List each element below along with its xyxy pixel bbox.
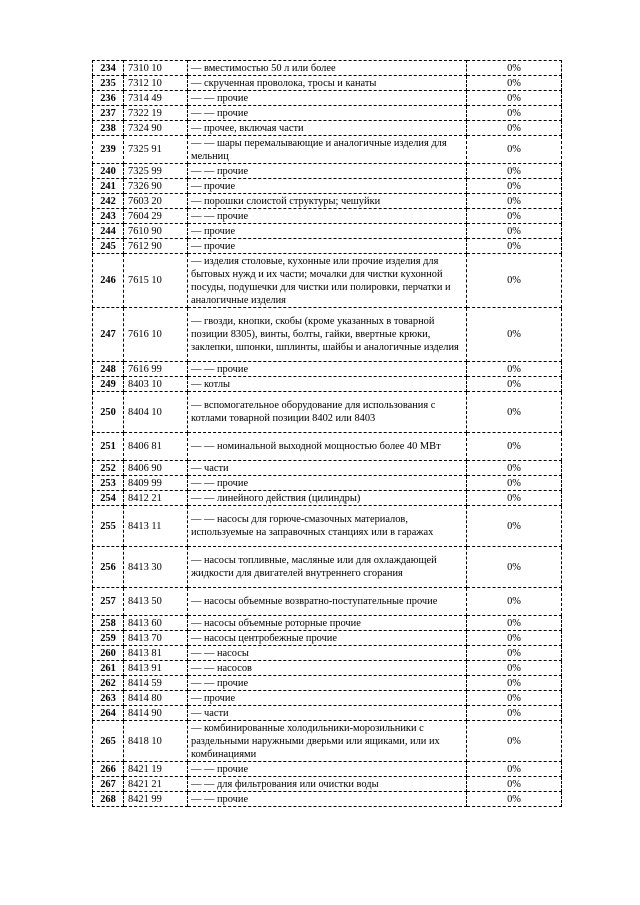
duty-rate: 0% [467,616,562,631]
table-row [93,308,562,362]
commodity-description: — — прочие [188,106,467,121]
commodity-description: — вспомогательное оборудование для использования с котлами товарной позиции 8402 или 8403 [188,392,467,433]
duty-rate: 0% [467,377,562,392]
row-number: 257 [93,588,124,616]
commodity-description: — прочие [188,239,467,254]
tariff-table [92,60,562,807]
commodity-code: 8414 90 [124,706,188,721]
commodity-description: — прочие [188,691,467,706]
commodity-description: — насосы объемные роторные прочие [188,616,467,631]
commodity-description: — части [188,706,467,721]
commodity-code: 7615 10 [124,254,188,308]
row-number: 245 [93,239,124,254]
table-row [93,721,562,762]
table-row [93,76,562,91]
table-row [93,646,562,661]
row-number: 260 [93,646,124,661]
row-number: 261 [93,661,124,676]
commodity-description: — — прочие [188,762,467,777]
row-number: 236 [93,91,124,106]
duty-rate: 0% [467,547,562,588]
commodity-description: — вместимостью 50 л или более [188,61,467,76]
row-number: 240 [93,164,124,179]
commodity-code: 8413 50 [124,588,188,616]
duty-rate: 0% [467,777,562,792]
table-row [93,461,562,476]
commodity-description: — — прочие [188,792,467,807]
commodity-code: 8413 30 [124,547,188,588]
commodity-code: 8413 91 [124,661,188,676]
table-row [93,121,562,136]
duty-rate: 0% [467,194,562,209]
table-row [93,616,562,631]
row-number: 248 [93,362,124,377]
commodity-code: 8409 99 [124,476,188,491]
table-row [93,433,562,461]
table-row [93,691,562,706]
commodity-code: 7314 49 [124,91,188,106]
table-row [93,136,562,164]
row-number: 243 [93,209,124,224]
duty-rate: 0% [467,461,562,476]
row-number: 264 [93,706,124,721]
commodity-code: 7612 90 [124,239,188,254]
commodity-description: — — насосы для горюче-смазочных материалов, используемые на заправочных станциях или в гаражах [188,506,467,547]
table-row [93,588,562,616]
commodity-code: 8413 70 [124,631,188,646]
duty-rate: 0% [467,164,562,179]
commodity-description: — части [188,461,467,476]
commodity-description: — — для фильтрования или очистки воды [188,777,467,792]
commodity-code: 8421 21 [124,777,188,792]
duty-rate: 0% [467,676,562,691]
commodity-description: — — прочие [188,91,467,106]
commodity-description: — комбинированные холодильники-морозильники с раздельными наружными дверьми или ящиками, или их комбинациями [188,721,467,762]
duty-rate: 0% [467,76,562,91]
table-row [93,362,562,377]
commodity-code: 7610 90 [124,224,188,239]
duty-rate: 0% [467,792,562,807]
table-row [93,547,562,588]
commodity-code: 8413 11 [124,506,188,547]
row-number: 249 [93,377,124,392]
duty-rate: 0% [467,392,562,433]
duty-rate: 0% [467,762,562,777]
commodity-description: — насосы топливные, масляные или для охлаждающей жидкости для двигателей внутреннего сгорания [188,547,467,588]
table-row [93,179,562,194]
duty-rate: 0% [467,588,562,616]
row-number: 266 [93,762,124,777]
commodity-description: — — прочие [188,164,467,179]
row-number: 258 [93,616,124,631]
commodity-description: — — шары перемалывающие и аналогичные изделия для мельниц [188,136,467,164]
commodity-code: 7324 90 [124,121,188,136]
duty-rate: 0% [467,721,562,762]
commodity-description: — гвозди, кнопки, скобы (кроме указанных в товарной позиции 8305), винты, болты, гайки, ввертные крюки, заклепки, шпонки, шплинты, шайбы и аналогичные изделия [188,308,467,362]
commodity-description: — прочее, включая части [188,121,467,136]
duty-rate: 0% [467,254,562,308]
table-row [93,491,562,506]
table-row [93,706,562,721]
table-row [93,476,562,491]
row-number: 239 [93,136,124,164]
commodity-code: 8406 81 [124,433,188,461]
row-number: 235 [93,76,124,91]
row-number: 267 [93,777,124,792]
table-row [93,194,562,209]
commodity-code: 7322 19 [124,106,188,121]
commodity-code: 8403 10 [124,377,188,392]
row-number: 246 [93,254,124,308]
commodity-code: 8412 21 [124,491,188,506]
row-number: 238 [93,121,124,136]
commodity-code: 8421 19 [124,762,188,777]
row-number: 234 [93,61,124,76]
duty-rate: 0% [467,224,562,239]
duty-rate: 0% [467,506,562,547]
commodity-code: 7325 91 [124,136,188,164]
row-number: 263 [93,691,124,706]
duty-rate: 0% [467,136,562,164]
row-number: 259 [93,631,124,646]
row-number: 241 [93,179,124,194]
table-row [93,506,562,547]
commodity-description: — — прочие [188,676,467,691]
commodity-description: — насосы объемные возвратно-поступательные прочие [188,588,467,616]
duty-rate: 0% [467,631,562,646]
table-row [93,224,562,239]
duty-rate: 0% [467,646,562,661]
row-number: 237 [93,106,124,121]
commodity-description: — — номинальной выходной мощностью более 40 МВт [188,433,467,461]
row-number: 244 [93,224,124,239]
commodity-code: 8414 80 [124,691,188,706]
commodity-description: — — прочие [188,476,467,491]
commodity-code: 7325 99 [124,164,188,179]
commodity-code: 7310 10 [124,61,188,76]
table-row [93,661,562,676]
row-number: 262 [93,676,124,691]
row-number: 268 [93,792,124,807]
commodity-code: 8418 10 [124,721,188,762]
duty-rate: 0% [467,362,562,377]
table-row [93,792,562,807]
tariff-table-body [93,61,562,807]
commodity-description: — скрученная проволока, тросы и канаты [188,76,467,91]
commodity-code: 7603 20 [124,194,188,209]
duty-rate: 0% [467,91,562,106]
commodity-description: — порошки слоистой структуры; чешуйки [188,194,467,209]
duty-rate: 0% [467,476,562,491]
duty-rate: 0% [467,491,562,506]
commodity-description: — — прочие [188,209,467,224]
duty-rate: 0% [467,106,562,121]
commodity-code: 7326 90 [124,179,188,194]
duty-rate: 0% [467,179,562,194]
commodity-description: — котлы [188,377,467,392]
commodity-code: 7312 10 [124,76,188,91]
table-row [93,631,562,646]
row-number: 253 [93,476,124,491]
table-row [93,106,562,121]
commodity-code: 7616 10 [124,308,188,362]
table-row [93,254,562,308]
commodity-description: — прочие [188,224,467,239]
commodity-code: 8421 99 [124,792,188,807]
row-number: 265 [93,721,124,762]
commodity-description: — — насосов [188,661,467,676]
commodity-code: 8414 59 [124,676,188,691]
commodity-description: — изделия столовые, кухонные или прочие изделия для бытовых нужд и их части; мочалки для чистки кухонной посуды, подушечки для чистки или полировки, перчатки и аналогичные изделия [188,254,467,308]
row-number: 256 [93,547,124,588]
row-number: 255 [93,506,124,547]
duty-rate: 0% [467,691,562,706]
commodity-description: — насосы центробежные прочие [188,631,467,646]
table-row [93,209,562,224]
row-number: 252 [93,461,124,476]
duty-rate: 0% [467,706,562,721]
table-row [93,91,562,106]
duty-rate: 0% [467,239,562,254]
commodity-code: 8406 90 [124,461,188,476]
duty-rate: 0% [467,121,562,136]
table-row [93,676,562,691]
table-row [93,392,562,433]
commodity-code: 7616 99 [124,362,188,377]
row-number: 250 [93,392,124,433]
duty-rate: 0% [467,209,562,224]
commodity-description: — — линейного действия (цилиндры) [188,491,467,506]
duty-rate: 0% [467,308,562,362]
duty-rate: 0% [467,433,562,461]
table-row [93,377,562,392]
row-number: 242 [93,194,124,209]
table-row [93,777,562,792]
table-row [93,762,562,777]
commodity-code: 8413 60 [124,616,188,631]
commodity-description: — — прочие [188,362,467,377]
duty-rate: 0% [467,661,562,676]
duty-rate: 0% [467,61,562,76]
row-number: 251 [93,433,124,461]
row-number: 254 [93,491,124,506]
table-row [93,61,562,76]
commodity-code: 7604 29 [124,209,188,224]
table-row [93,239,562,254]
commodity-description: — прочие [188,179,467,194]
commodity-code: 8413 81 [124,646,188,661]
row-number: 247 [93,308,124,362]
commodity-code: 8404 10 [124,392,188,433]
commodity-description: — — насосы [188,646,467,661]
table-row [93,164,562,179]
